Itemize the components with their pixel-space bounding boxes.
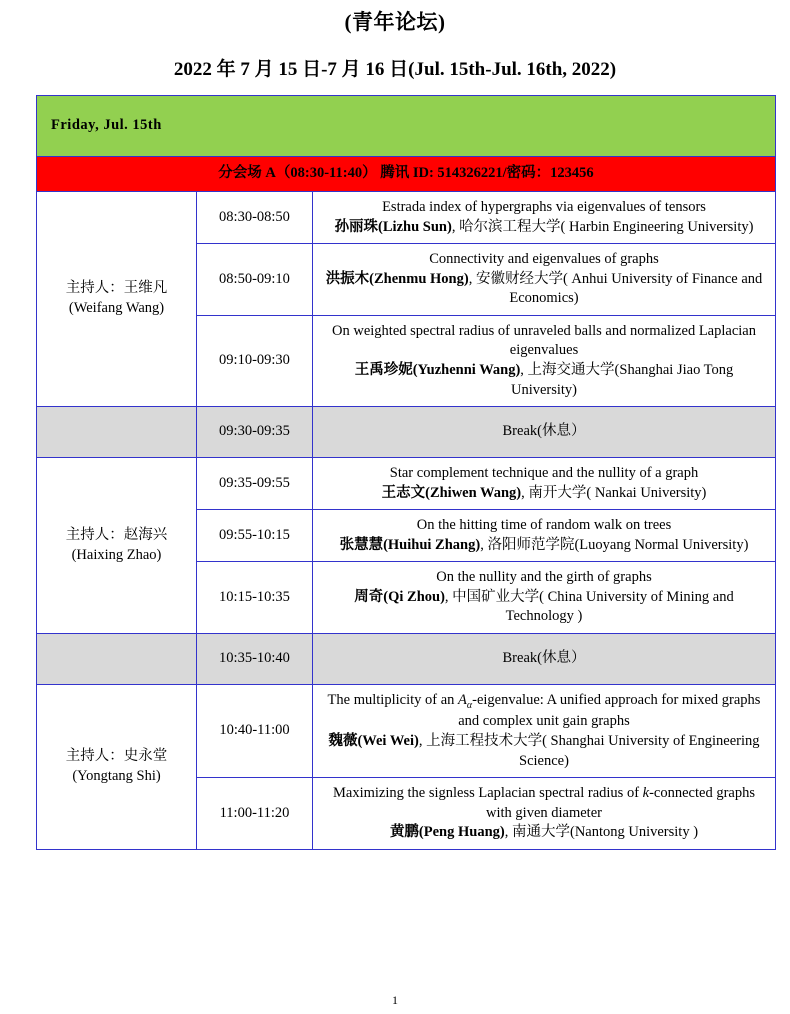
table-row — [37, 685, 776, 778]
talk-cell — [313, 315, 776, 406]
speaker-name: 王禹珍妮(Yuzhenni Wang) — [354, 361, 521, 378]
break-spacer — [37, 634, 197, 685]
talk-title: Star complement technique and the nullity of a graph — [389, 465, 699, 482]
chair-name-cn: 主持人：王维凡 — [65, 280, 168, 297]
page-subtitle: 2022 年 7 月 15 日-7 月 16 日(Jul. 15th-Jul. 16th, 2022) — [173, 59, 617, 80]
speaker-name: 魏薇(Wei Wei) — [328, 732, 419, 749]
talk-time: 10:40-11:00 — [197, 685, 313, 778]
talk-title-subscript: α — [466, 699, 473, 711]
talk-title-post: -connected graphs with given diameter — [486, 785, 755, 821]
talk-time: 10:15-10:35 — [197, 562, 313, 634]
speaker-name: 孙丽珠(Lizhu Sun) — [334, 218, 452, 235]
document-page — [0, 6, 790, 1014]
talk-time: 11:00-11:20 — [197, 778, 313, 850]
room-header-row — [37, 157, 776, 192]
talk-cell — [313, 778, 776, 850]
chair-name-en: (Haixing Zhao) — [71, 546, 162, 563]
talk-cell — [313, 510, 776, 562]
talk-cell — [313, 685, 776, 778]
talk-title: On the hitting time of random walk on trees — [416, 517, 672, 534]
talk-speaker — [323, 588, 765, 627]
talk-title: On the nullity and the girth of graphs — [436, 569, 652, 586]
speaker-affiliation: , 上海交通大学(Shanghai Jiao Tong University) — [510, 361, 734, 398]
speaker-affiliation: , 中国矿业大学( China University of Mining and Technology ) — [444, 588, 734, 625]
speaker-name: 周奇(Qi Zhou) — [354, 588, 445, 605]
page-title: (青年论坛) — [344, 10, 446, 34]
speaker-affiliation: , 洛阳师范学院(Luoyang Normal University) — [480, 536, 749, 553]
break-label: Break(休息） — [313, 634, 776, 685]
talk-time: 08:30-08:50 — [197, 192, 313, 244]
session-chair — [37, 458, 197, 634]
schedule-table — [36, 95, 776, 850]
talk-title-symbol: k — [642, 785, 650, 802]
talk-cell — [313, 244, 776, 316]
day-header-row — [37, 96, 776, 157]
talk-speaker — [323, 536, 765, 556]
chair-name-en: (Yongtang Shi) — [72, 767, 161, 784]
table-row — [37, 458, 776, 510]
chair-name-en: (Weifang Wang) — [68, 300, 165, 317]
talk-title-symbol: A — [458, 692, 467, 708]
talk-cell — [313, 458, 776, 510]
talk-title-pre: The multiplicity of an — [327, 692, 459, 708]
speaker-name: 王志文(Zhiwen Wang) — [381, 484, 522, 501]
talk-title: Estrada index of hypergraphs via eigenvalues of tensors — [382, 199, 706, 215]
break-row — [37, 634, 776, 685]
day-header: Friday, Jul. 15th — [37, 96, 776, 157]
break-time: 10:35-10:40 — [197, 634, 313, 685]
speaker-affiliation: , 哈尔滨工程大学( Harbin Engineering University) — [451, 218, 754, 235]
talk-time: 09:55-10:15 — [197, 510, 313, 562]
break-row — [37, 407, 776, 458]
talk-time: 09:35-09:55 — [197, 458, 313, 510]
table-row — [37, 192, 776, 244]
break-spacer — [37, 407, 197, 458]
talk-title-pre: Maximizing the signless Laplacian spectral radius of — [333, 785, 643, 802]
session-chair — [37, 192, 197, 407]
chair-name-cn: 主持人：史永堂 — [65, 748, 168, 765]
speaker-affiliation: , 安徽财经大学( Anhui University of Finance and Economics) — [468, 270, 763, 307]
speaker-name: 张慧慧(Huihui Zhang) — [339, 536, 481, 553]
session-chair — [37, 685, 197, 850]
room-header: 分会场 A（08:30-11:40） 腾讯 ID: 514326221/密码：123456 — [37, 157, 776, 192]
break-label: Break(休息） — [313, 407, 776, 458]
talk-title — [323, 784, 765, 823]
page-number: 1 — [392, 993, 398, 1007]
speaker-name: 洪振木(Zhenmu Hong) — [325, 270, 469, 287]
talk-cell — [313, 192, 776, 244]
break-time: 09:30-09:35 — [197, 407, 313, 458]
speaker-affiliation: , 南开大学( Nankai University) — [521, 484, 707, 501]
talk-title-post: -eigenvalue: A unified approach for mixed graphs and complex unit gain graphs — [458, 692, 761, 730]
talk-cell — [313, 562, 776, 634]
talk-speaker — [323, 218, 765, 238]
talk-title — [323, 691, 765, 732]
talk-time: 09:10-09:30 — [197, 315, 313, 406]
talk-time: 08:50-09:10 — [197, 244, 313, 316]
speaker-name: 黄鹏(Peng Huang) — [389, 824, 505, 841]
talk-speaker — [323, 361, 765, 400]
talk-speaker — [323, 484, 765, 504]
talk-title: Connectivity and eigenvalues of graphs — [429, 251, 659, 268]
speaker-affiliation: , 上海工程技术大学( Shanghai University of Engineering Science) — [418, 732, 760, 769]
talk-speaker — [323, 270, 765, 309]
talk-title: On weighted spectral radius of unraveled balls and normalized Laplacian eigenvalues — [332, 322, 756, 359]
speaker-affiliation: , 南通大学(Nantong University ) — [504, 824, 699, 841]
talk-speaker — [323, 823, 765, 843]
chair-name-cn: 主持人：赵海兴 — [65, 526, 168, 543]
talk-speaker — [323, 732, 765, 771]
